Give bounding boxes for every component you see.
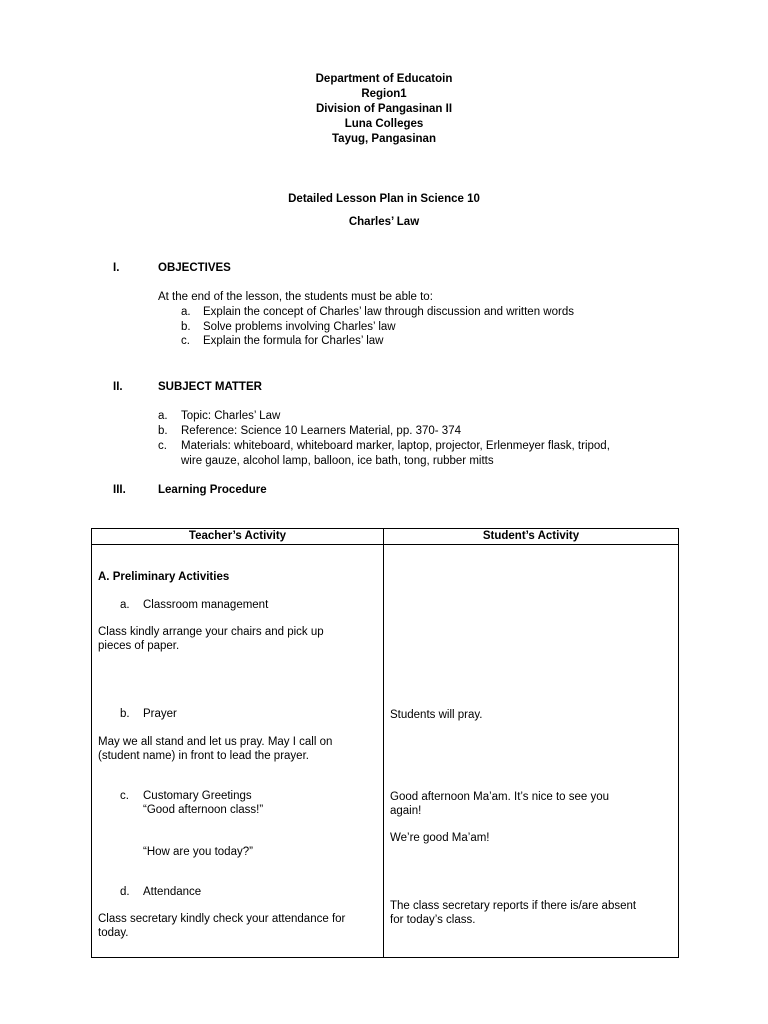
- activity-table: [91, 528, 679, 958]
- header-division: Division of Pangasinan II: [315, 103, 453, 115]
- objective-marker: a.: [181, 306, 191, 318]
- subject-item-topic: Topic: Charles’ Law: [181, 410, 281, 422]
- subject-marker: a.: [158, 410, 168, 422]
- step-marker: b.: [120, 708, 130, 720]
- section-number-subject-matter: II.: [113, 381, 123, 393]
- step-marker: a.: [120, 599, 130, 611]
- teacher-line: Class kindly arrange your chairs and pick up: [98, 626, 324, 638]
- student-line: again!: [390, 805, 422, 817]
- student-line: for today’s class.: [390, 914, 476, 926]
- subject-item-materials-cont: wire gauze, alcohol lamp, balloon, ice bath, tong, rubber mitts: [181, 455, 494, 467]
- teacher-line: (student name) in front to lead the prayer.: [98, 750, 309, 762]
- step-marker: d.: [120, 886, 130, 898]
- step-label-customary-greetings: Customary Greetings: [143, 790, 252, 802]
- objective-item: Solve problems involving Charles’ law: [203, 321, 396, 333]
- student-activity-cell: [384, 545, 679, 958]
- section-number-procedure: III.: [113, 484, 126, 496]
- objectives-intro: At the end of the lesson, the students must be able to:: [158, 291, 433, 303]
- objective-item: Explain the concept of Charles’ law through discussion and written words: [203, 306, 574, 318]
- teacher-line: today.: [98, 927, 129, 939]
- step-label-prayer: Prayer: [143, 708, 177, 720]
- document-title: Detailed Lesson Plan in Science 10: [288, 193, 480, 205]
- step-label-classroom-management: Classroom management: [143, 599, 269, 611]
- subject-item-reference: Reference: Science 10 Learners Material, pp. 370- 374: [181, 425, 461, 437]
- objective-marker: c.: [181, 335, 190, 347]
- header-department: Department of Educatoin: [315, 73, 453, 85]
- section-heading-objectives: OBJECTIVES: [158, 262, 231, 274]
- objective-item: Explain the formula for Charles’ law: [203, 335, 384, 347]
- lesson-topic-title: Charles’ Law: [348, 216, 420, 228]
- teacher-line: May we all stand and let us pray. May I call on: [98, 736, 333, 748]
- step-marker: c.: [120, 790, 129, 802]
- header-location: Tayug, Pangasinan: [332, 133, 436, 145]
- student-line: Good afternoon Ma’am. It’s nice to see you: [390, 791, 610, 803]
- objective-marker: b.: [181, 321, 191, 333]
- student-line: We’re good Ma’am!: [390, 832, 490, 844]
- subject-marker: b.: [158, 425, 168, 437]
- student-line: The class secretary reports if there is/are absent: [390, 900, 637, 912]
- preliminary-activities-heading: A. Preliminary Activities: [98, 571, 230, 583]
- column-header-teacher: Teacher’s Activity: [92, 529, 384, 545]
- step-label-attendance: Attendance: [143, 886, 202, 898]
- header-region: Region1: [361, 88, 407, 100]
- subject-marker: c.: [158, 440, 167, 452]
- table-row: [92, 545, 679, 958]
- section-number-objectives: I.: [113, 262, 120, 274]
- table-header-row: [92, 529, 679, 545]
- column-header-student: Student’s Activity: [384, 529, 679, 545]
- section-heading-procedure: Learning Procedure: [158, 484, 267, 496]
- header-school: Luna Colleges: [344, 118, 424, 130]
- student-line: Students will pray.: [390, 709, 483, 721]
- teacher-line: pieces of paper.: [98, 640, 180, 652]
- section-heading-subject-matter: SUBJECT MATTER: [158, 381, 262, 393]
- teacher-quote: “Good afternoon class!”: [143, 804, 264, 816]
- subject-item-materials: Materials: whiteboard, whiteboard marker, laptop, projector, Erlenmeyer flask, tripod,: [181, 440, 610, 452]
- teacher-quote: “How are you today?”: [143, 846, 253, 858]
- teacher-line: Class secretary kindly check your attendance for: [98, 913, 346, 925]
- teacher-activity-cell: [92, 545, 384, 958]
